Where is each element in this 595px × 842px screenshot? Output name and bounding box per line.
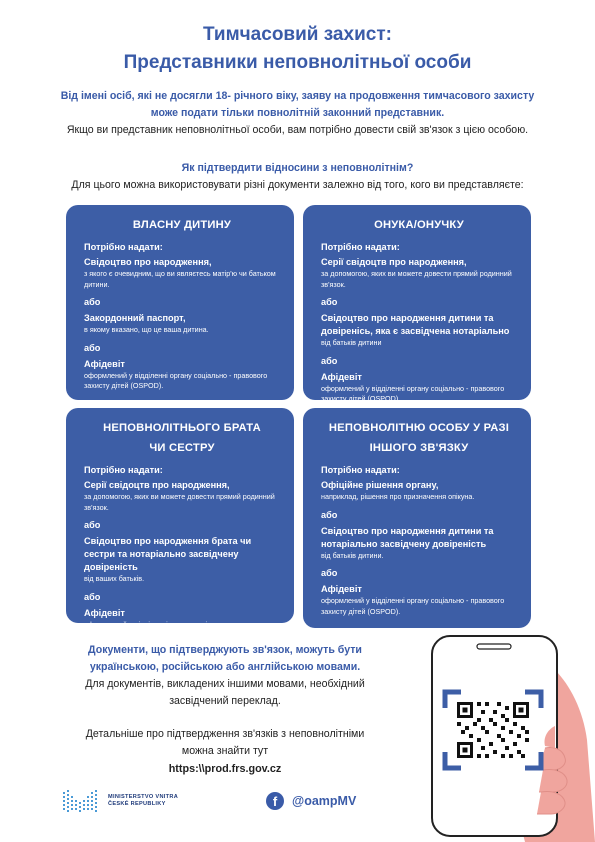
card-doc-note: наприклад, рішення про призначення опікуна. <box>321 492 475 501</box>
card-doc-note: за допомогою, яких ви можете довести прямий родинний зв'язок. <box>321 269 512 289</box>
card-or: або <box>84 342 101 353</box>
card-need-label: Потрібно надати: <box>321 465 400 475</box>
card-or: або <box>321 355 338 366</box>
card-or: або <box>84 297 101 307</box>
phone-body <box>432 636 557 836</box>
card-need-label: Потрібно надати: <box>84 465 163 475</box>
card-doc-note: від ваших батьків. <box>84 574 145 583</box>
more-info <box>60 726 390 760</box>
phone-speaker <box>477 644 511 649</box>
info-link[interactable]: https:\\prod.frs.gov.cz <box>168 763 282 775</box>
card-doc-name: Серії свідоцтв про народження, <box>84 480 230 490</box>
intro-emphasis-1: Від імені осіб, які не досягли 18- річного віку, заяву на продовження тимчасового захисту <box>60 90 535 102</box>
card-doc-note: оформлений у відділенні органу соціально - правового захисту дітей (OSPOD). <box>84 619 268 639</box>
card-doc-name: Свідоцтво про народження дитини та нотаріально засвідчену довіреність <box>321 525 494 549</box>
language-emphasis-1: Документи, що підтверджують зв'язок, можуть бути <box>88 644 362 656</box>
card-or: або <box>321 568 338 578</box>
more-info-line2: можна знайти тут <box>181 745 269 757</box>
facebook-icon[interactable]: f <box>266 792 284 810</box>
ministry-emblem-icon <box>62 788 102 814</box>
page-title-line2: Представники неповнолітньої особи <box>123 52 472 73</box>
language-plain-2: засвідчений переклад. <box>169 695 281 707</box>
card-doc-note: з якого є очевидним, що ви являєтесь матір'ю чи батьком дитини. <box>84 269 276 289</box>
card-other-relation <box>303 408 531 628</box>
social-handle[interactable]: @oampMV <box>292 794 357 808</box>
card-grandchild <box>303 205 531 403</box>
card-doc-note: в якому вказано, що це ваша дитина. <box>84 325 209 334</box>
question-text: Для цього можна використовувати різні документи залежно від того, кого ви представляєте: <box>71 179 524 191</box>
card-doc-note: оформлений у відділенні органу соціально - правового захисту дітей (OSPOD). <box>321 596 505 616</box>
card-doc-name: Закордонний паспорт, <box>84 313 186 323</box>
page-title-line1: Тимчасовий захист: <box>203 24 392 45</box>
card-or: або <box>84 591 101 602</box>
card-doc-name: Афідевіт <box>321 371 362 382</box>
card-doc-note: від батьків дитини <box>321 338 382 347</box>
question-heading: Як підтвердити відносини з неповнолітнім? <box>181 162 414 174</box>
card-doc-name: Серії свідоцтв про народження, <box>321 257 467 267</box>
ministry-name: MINISTERSTVO VNITRA ČESKÉ REPUBLIKY <box>108 794 179 807</box>
ministry-logo <box>62 788 178 814</box>
card-doc-name: Свідоцтво про народження дитини та довіренісь, яка є засвідчена нотаріально <box>321 313 510 336</box>
card-or: або <box>321 297 338 307</box>
card-title: ОНУКА/ОНУЧКУ <box>374 219 464 231</box>
card-own-child <box>66 205 294 400</box>
language-note <box>60 642 390 710</box>
social-link[interactable] <box>266 792 356 810</box>
card-need-label: Потрібно надати: <box>84 242 163 252</box>
card-doc-note: за допомогою, яких ви можете довести прямий родинний зв'язок. <box>84 492 275 512</box>
card-doc-name: Афідевіт <box>321 584 362 594</box>
card-doc-name: Свідоцтво про народження, <box>84 257 212 267</box>
more-info-line1: Детальніше про підтвердження зв'язків з неповнолітніми <box>85 728 365 740</box>
language-plain-1: Для документів, викладених іншими мовами, необхідний <box>85 678 365 690</box>
intro-emphasis-2: може подати тільки повнолітній законний представник. <box>150 107 445 119</box>
card-doc-name: Свідоцтво про народження брата чи сестри та нотаріально засвідчену довіреність <box>84 536 252 572</box>
language-emphasis-2: українською, російською або англійською мовами. <box>89 661 361 673</box>
card-doc-note: оформлений у відділенні органу соціально - правового захисту дітей (OSPOD). <box>84 370 268 390</box>
card-title: ВЛАСНУ ДИТИНУ <box>132 219 232 231</box>
card-need-label: Потрібно надати: <box>321 242 400 252</box>
intro-text <box>20 88 575 139</box>
question-block <box>20 160 575 194</box>
intro-plain: Якщо ви представник неповнолітньої особи, вам потрібно довести свій зв'язок з цією особою. <box>66 124 529 136</box>
card-sibling <box>66 408 294 639</box>
card-doc-name: Афідевіт <box>84 358 125 369</box>
card-doc-note: оформлений у відділенні органу соціально - правового захисту дітей (OSPOD). <box>321 383 505 403</box>
card-title: НЕПОВНОЛІТНЮ ОСОБУ У РАЗІ ІНШОГО ЗВ'ЯЗКУ <box>328 422 510 454</box>
card-title: НЕПОВНОЛІТНЬОГО БРАТА ЧИ СЕСТРУ <box>103 422 261 454</box>
card-or: або <box>321 509 338 520</box>
card-doc-name: Афідевіт <box>84 607 125 618</box>
phone-qr-illustration <box>405 630 595 842</box>
card-or: або <box>84 520 101 530</box>
card-doc-name: Офіційне рішення органу, <box>321 480 439 490</box>
card-doc-note: від батьків дитини. <box>321 550 384 560</box>
